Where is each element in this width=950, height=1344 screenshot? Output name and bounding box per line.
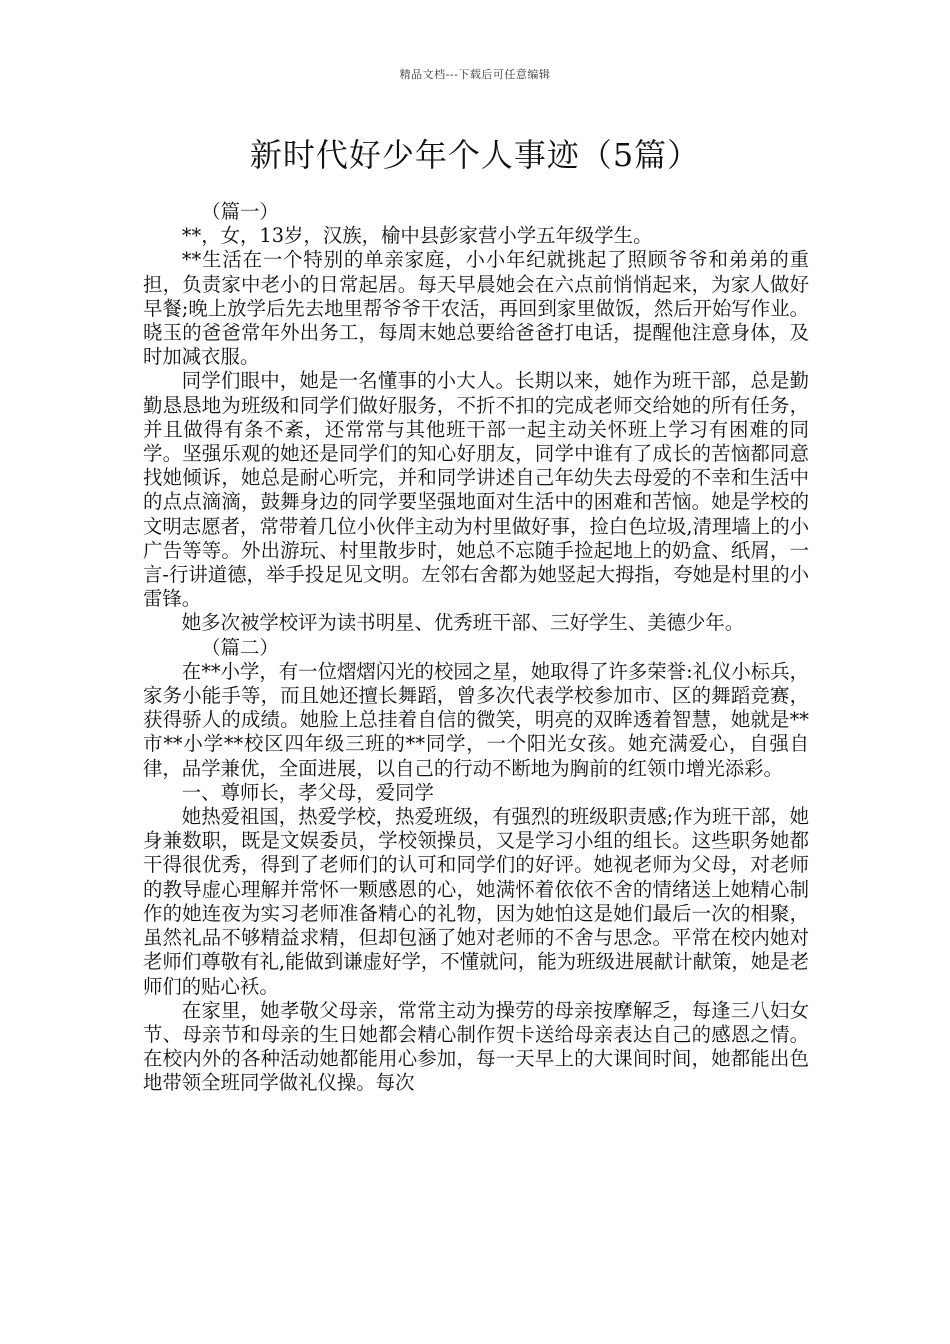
document-body (143, 200, 809, 1096)
paragraph: 在**小学，有一位熠熠闪光的校园之星，她取得了许多荣誉:礼仪小标兵，家务小能手等，而且她还擅长舞蹈，曾多次代表学校参加市、区的舞蹈竞赛，获得骄人的成绩。她脸上总挂着自信的微笑，明亮的双眸透着智慧，她就是**市**小学**校区四年级三班的**同学，一个阳光女孩。她充满爱心，自强自律，品学兼优，全面进展，以自己的行动不断地为胸前的红领巾增光添彩。 (143, 659, 809, 780)
paragraph: **，女，13岁，汉族，榆中县彭家营小学五年级学生。 (181, 224, 653, 248)
paragraph: 在家里，她孝敬父母亲，常常主动为操劳的母亲按摩解乏，每逢三八妇女节、母亲节和母亲的生日她都会精心制作贺卡送给母亲表达自己的感恩之情。在校内外的各种活动她都能用心参加，每一天早上的大课间时间，她都能出色地带领全班同学做礼仪操。每次 (143, 998, 809, 1095)
paragraph: 她多次被学校评为读书明星、优秀班干部、三好学生、美德少年。 (181, 611, 745, 635)
section-marker-2: （篇二） (201, 635, 279, 659)
header-note: 精品文档---下载后可任意编辑 (399, 68, 551, 81)
paragraph: 同学们眼中，她是一名懂事的小大人。长期以来，她作为班干部，总是勤勤恳恳地为班级和同学们做好服务，不折不扣的完成老师交给她的所有任务，并且做得有条不紊，还常常与其他班干部一起主动关怀班上学习有困难的同学。坚强乐观的她还是同学们的知心好朋友，同学中谁有了成长的苦恼都同意找她倾诉，她总是耐心听完，并和同学讲述自己年幼失去母爱的不幸和生活中的点点滴滴，鼓舞身边的同学要坚强地面对生活中的困难和苦恼。她是学校的文明志愿者，常带着几位小伙伴主动为村里做好事，捡白色垃圾,清理墙上的小广告等等。外出游玩、村里散步时，她总不忘随手捡起地上的奶盒、纸屑，一言-行讲道德，举手投足见文明。左邻右舍都为她竖起大拇指，夸她是村里的小雷锋。 (143, 369, 809, 611)
section-marker-1: （篇一） (201, 200, 279, 223)
subheading: 一、尊师长，孝父母，爱同学 (181, 780, 434, 804)
paragraph: 她热爱祖国，热爱学校，热爱班级，有强烈的班级职责感;作为班干部，她身兼数职，既是文娱委员，学校领操员，又是学习小组的组长。这些职务她都干得很优秀，得到了老师们的认可和同学们的好评。她视老师为父母，对老师的教导虚心理解并常怀一颗感恩的心，她满怀着依依不舍的情绪送上她精心制作的她连夜为实习老师准备精心的礼物，因为她怕这是她们最后一次的相聚，虽然礼品不够精益求精，但却包涵了她对老师的不舍与思念。平常在校内她对老师们尊敬有礼,能做到谦虚好学，不懂就问，能为班级进展献计献策，她是老师们的贴心袄。 (143, 805, 809, 998)
paragraph: **生活在一个特别的单亲家庭，小小年纪就挑起了照顾爷爷和弟弟的重担，负责家中老小的日常起居。每天早晨她会在六点前悄悄起来，为家人做好早餐;晚上放学后先去地里帮爷爷干农活，再回到家里做饭，然后开始写作业。晓玉的爸爸常年外出务工，每周末她总要给爸爸打电话，提醒他注意身体，及时加减衣服。 (143, 248, 809, 369)
document-title: 新时代好少年个人事迹（5篇） (249, 136, 701, 174)
